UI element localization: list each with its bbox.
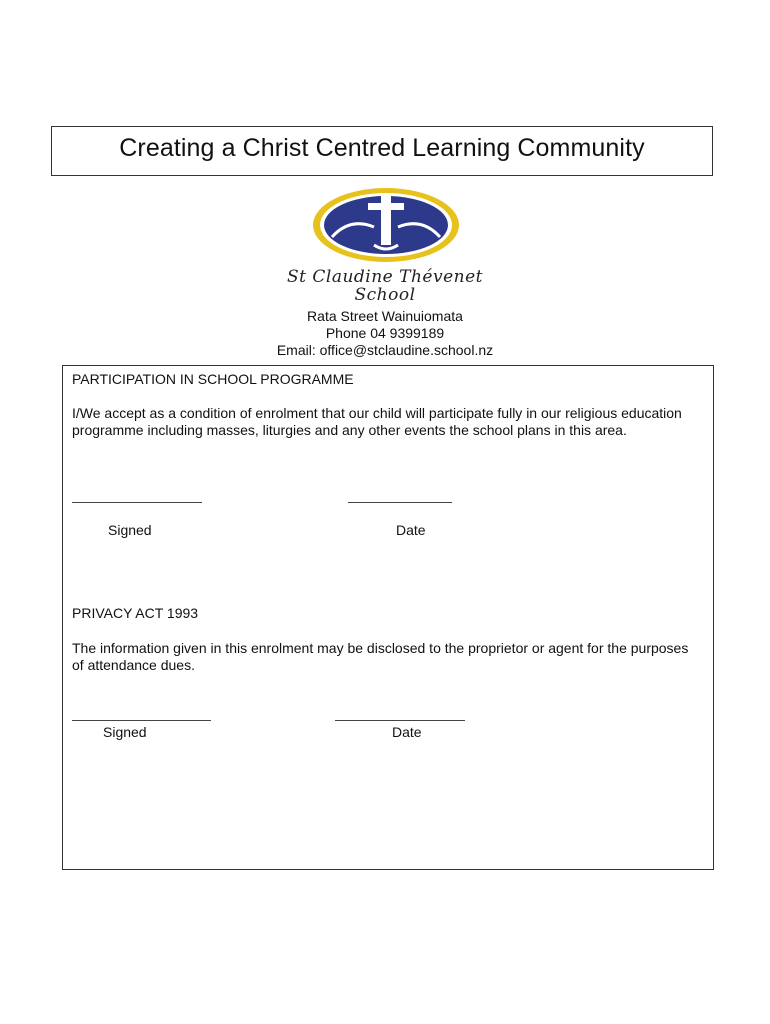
page-title: Creating a Christ Centred Learning Community <box>119 134 645 162</box>
participation-signed-label: Signed <box>108 522 152 538</box>
school-name-line1: St Claudine Thévenet <box>287 267 483 287</box>
school-phone: Phone 04 9399189 <box>325 325 445 341</box>
school-name-logotype <box>250 268 520 304</box>
participation-signature-line[interactable] <box>72 502 202 503</box>
school-name-line2: School <box>354 285 416 305</box>
privacy-signed-label: Signed <box>103 724 147 740</box>
logo-cross-horizontal <box>368 203 404 210</box>
school-address: Rata Street Wainuiomata <box>307 308 463 324</box>
logo-cross-vertical <box>381 195 391 245</box>
participation-date-label: Date <box>396 522 426 538</box>
school-email: Email: office@stclaudine.school.nz <box>276 342 494 358</box>
participation-date-line[interactable] <box>348 502 452 503</box>
school-logo-icon <box>312 187 460 263</box>
privacy-date-line[interactable] <box>335 720 465 721</box>
privacy-date-label: Date <box>392 724 422 740</box>
privacy-text: The information given in this enrolment may be disclosed to the proprietor or agent for the purposes of attendance dues. <box>72 640 689 673</box>
privacy-signature-line[interactable] <box>72 720 211 721</box>
participation-heading: PARTICIPATION IN SCHOOL PROGRAMME <box>72 371 354 387</box>
participation-text: I/We accept as a condition of enrolment that our child will participate fully in our religious education programme including masses, liturgies and any other events the school plans in this area. <box>72 405 682 438</box>
privacy-heading: PRIVACY ACT 1993 <box>72 605 199 621</box>
